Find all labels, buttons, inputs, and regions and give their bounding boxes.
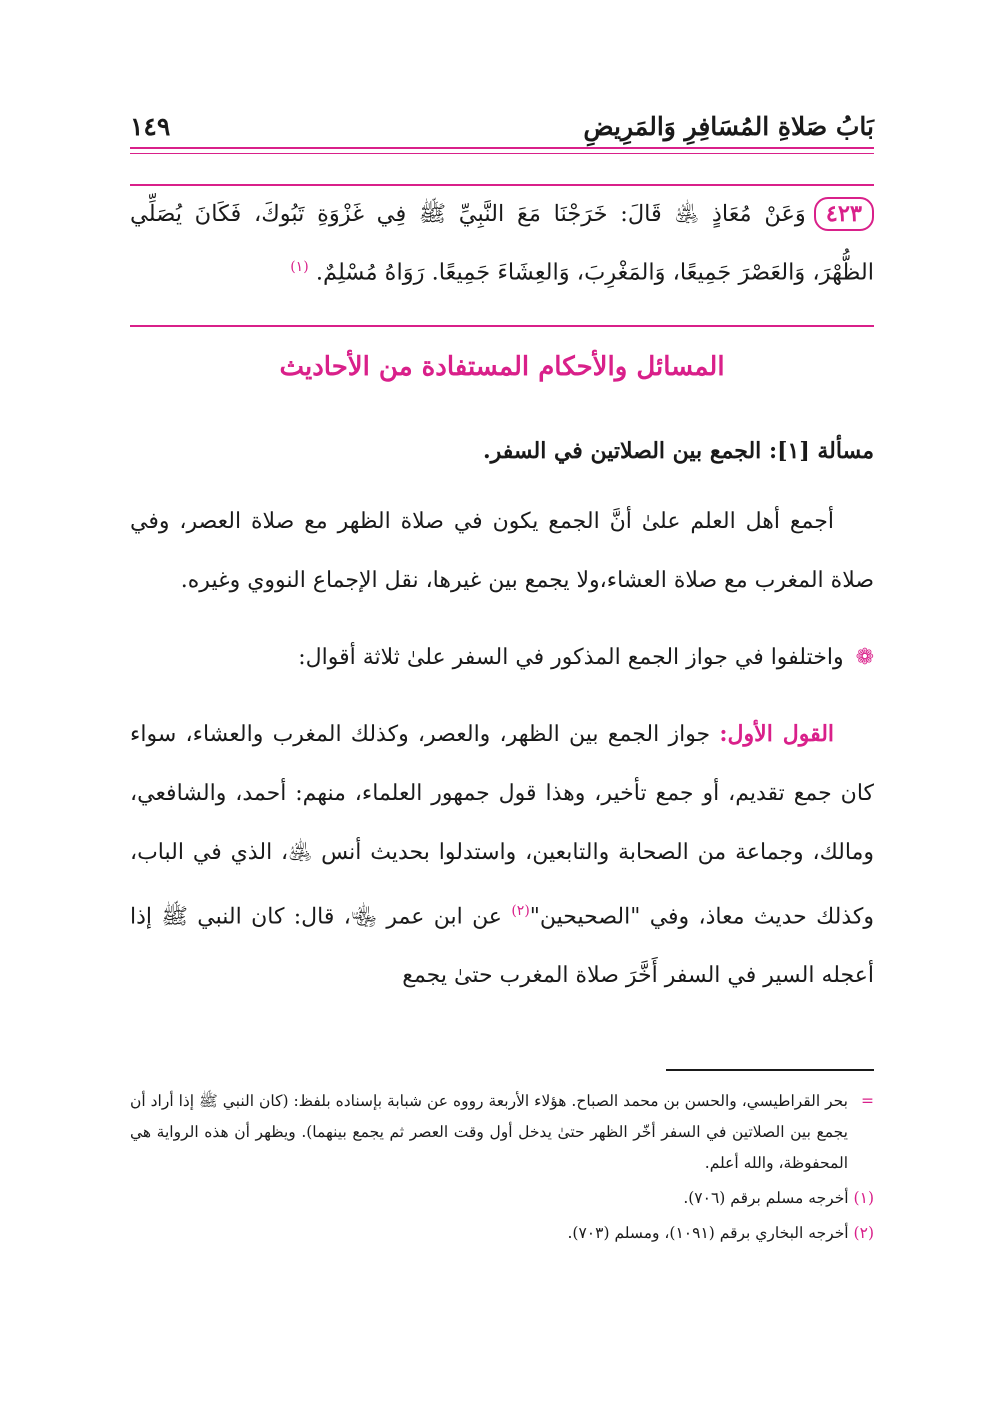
- paragraph-first-opinion: [130, 705, 874, 1005]
- first-opinion-text-a: جواز الجمع بين الظهر، والعصر، وكذلك المغرب والعشاء، سواء كان جمع تقديم، أو جمع تأخير، وهذا قول جمهور العلماء، منهم: أحمد، والشافعي، ومالك، وجماعة من الصحابة والتابعين، واستدلوا بحديث أنس ﵁، الذي في الباب، وكذلك حديث معاذ، وفي "الصحيحين": [130, 722, 874, 930]
- first-opinion-text-b: عن ابن عمر ﵄، قال: كان النبي ﷺ إذا أعجله السير في السفر أَخَّرَ صلاة المغرب حتىٰ يجمع: [130, 904, 874, 989]
- hadith-number-badge: ٤٢٣: [814, 197, 874, 231]
- footnote-2: [130, 1218, 874, 1249]
- header-rule-thin: [130, 153, 874, 154]
- chapter-title: بَابُ صَلاةِ المُسَافِرِ وَالمَرِيضِ: [583, 112, 874, 141]
- hadith-footnote-ref[interactable]: (١): [290, 259, 309, 275]
- hadith-text: وَعَنْ مُعَاذٍ ﵁ قَالَ: خَرَجْنَا مَعَ النَّبِيِّ ﷺ فِي غَزْوَةِ تَبُوكَ، فَكَانَ يُصَلِّي الظُّهْرَ، وَالعَصْرَ جَمِيعًا، وَالمَغْرِبَ، وَالعِشَاءَ جَمِيعًا. رَوَاهُ مُسْلِمٌ.: [130, 201, 874, 286]
- issue-label: مسألة [١]:: [768, 438, 874, 464]
- footnote-1-number: (١): [853, 1189, 874, 1207]
- paragraph-disagreement-text: واختلفوا في جواز الجمع المذكور في السفر علىٰ ثلاثة أقوال:: [298, 645, 844, 670]
- issue-title: الجمع بين الصلاتين في السفر.: [482, 438, 762, 464]
- footnote-1: [130, 1183, 874, 1214]
- hadith-bottom-rule: [130, 325, 874, 327]
- hadith-top-rule: [130, 184, 874, 186]
- footnotes: [130, 1086, 874, 1253]
- paragraph-disagreement: [130, 628, 874, 687]
- section-heading: المسائل والأحكام المستفادة من الأحاديث: [279, 352, 725, 382]
- footnote-continuation-text: بحر القراطيسي، والحسن بن محمد الصباح. هؤلاء الأربعة رووه عن شبابة بإسناده بلفظ: (كان النبي ﷺ إذا أراد أن يجمع بين الصلاتين في السفر أخّر الظهر حتىٰ يدخل أول وقت العصر ثم يجمع بينهما). ويظهر أن هذه الرواية هي المحفوظة، والله أعلم.: [130, 1092, 848, 1172]
- flower-icon: ❁: [855, 645, 874, 670]
- body-text: [130, 492, 874, 1005]
- footnote-2-number: (٢): [853, 1224, 874, 1242]
- book-page: [130, 100, 874, 1330]
- first-opinion-label: القول الأول:: [719, 721, 835, 747]
- footnote-separator: [666, 1069, 874, 1071]
- paragraph-consensus: أجمع أهل العلم علىٰ أنَّ الجمع يكون في صلاة الظهر مع صلاة العصر، وفي صلاة المغرب مع صلاة العشاء،ولا يجمع بين غيرها، نقل الإجماع النووي وغيره.: [130, 509, 874, 593]
- header-rule-thick: [130, 147, 874, 149]
- footnote-1-text: أخرجه مسلم برقم (٧٠٦).: [683, 1189, 849, 1207]
- page-number: ١٤٩: [130, 112, 171, 141]
- issue-heading: [130, 438, 874, 464]
- continuation-mark: =: [861, 1092, 874, 1110]
- running-header: [130, 112, 874, 148]
- first-opinion-footnote-ref[interactable]: (٢): [511, 903, 530, 919]
- footnote-continuation: [130, 1086, 874, 1179]
- footnote-2-text: أخرجه البخاري برقم (١٠٩١)، ومسلم (٧٠٣).: [567, 1224, 849, 1242]
- hadith-block: [130, 188, 874, 300]
